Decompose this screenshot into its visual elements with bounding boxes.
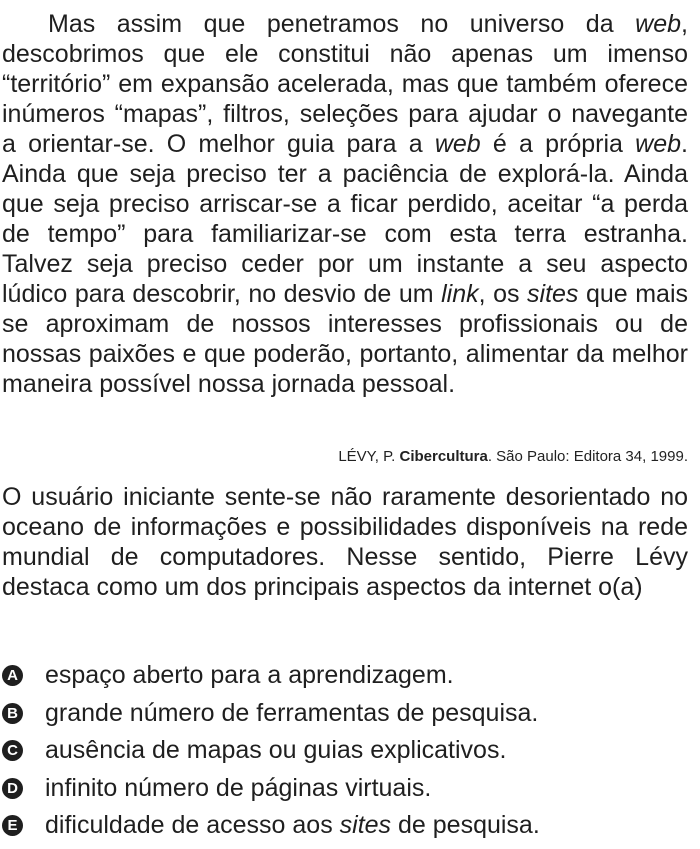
passage-italic-sites: sites <box>527 280 579 308</box>
option-c-letter-badge: C <box>2 740 23 761</box>
option-d-letter-badge: D <box>2 778 23 799</box>
option-e-text <box>45 811 540 840</box>
option-e-text-part: de pesquisa. <box>391 811 540 840</box>
passage-segment: que mais se aproximam de nossos interesses profissionais ou de nossas paixões e que poderão, portanto, alimentar da melhor maneira possível nossa jornada pessoal. <box>2 280 688 398</box>
citation-author: LÉVY, P. <box>338 448 400 465</box>
option-e-italic-sites: sites <box>339 811 392 840</box>
option-e[interactable] <box>2 807 692 845</box>
passage-italic-web: web <box>635 10 682 38</box>
passage-italic-link: link <box>441 280 479 308</box>
option-c-text: ausência de mapas ou guias explicativos. <box>45 736 507 765</box>
option-e-letter-badge: E <box>2 815 23 836</box>
source-citation <box>338 448 688 466</box>
option-d[interactable] <box>2 770 692 808</box>
citation-title: Cibercultura <box>399 448 488 465</box>
passage-italic-web: web <box>434 130 481 158</box>
option-b[interactable] <box>2 695 692 733</box>
passage-italic-web: web <box>635 130 682 158</box>
passage-text <box>2 9 688 399</box>
question-stem: O usuário iniciante sente-se não raramente desorientado no oceano de informações e possibilidades disponíveis na rede mundial de computadores. Nesse sentido, Pierre Lévy destaca como um dos principais aspectos da internet o(a) <box>2 483 688 601</box>
answer-options <box>2 657 692 845</box>
option-c[interactable] <box>2 732 692 770</box>
passage-segment: , descobrimos que ele constitui não apenas um imenso “território” em expansão acelerada, mas que também oferece inúmeros “mapas”, filtros, seleções para ajudar o navegante a orientar-se. O melhor guia para a <box>2 10 688 158</box>
option-d-text: infinito número de páginas virtuais. <box>45 773 432 802</box>
passage-segment: é a própria <box>480 130 636 158</box>
option-a-letter-badge: A <box>2 665 23 686</box>
passage-segment: , os <box>478 280 528 308</box>
option-b-text: grande número de ferramentas de pesquisa. <box>45 698 539 727</box>
option-a[interactable] <box>2 657 692 695</box>
passage-segment: Mas assim que penetramos no universo da <box>48 10 636 38</box>
passage-segment: . Ainda que seja preciso ter a paciência de explorá-la. Ainda que seja preciso arriscar-se a ficar perdido, aceitar “a perda de tempo” para familiarizar-se com esta terra estranha. Talvez seja preciso ceder por um instante a seu aspecto lúdico para descobrir, no desvio de um <box>2 130 688 308</box>
option-b-letter-badge: B <box>2 703 23 724</box>
option-a-text: espaço aberto para a aprendizagem. <box>45 661 454 690</box>
citation-publisher: . São Paulo: Editora 34, 1999. <box>487 448 688 465</box>
option-e-text-part: dificuldade de acesso aos <box>45 811 340 840</box>
